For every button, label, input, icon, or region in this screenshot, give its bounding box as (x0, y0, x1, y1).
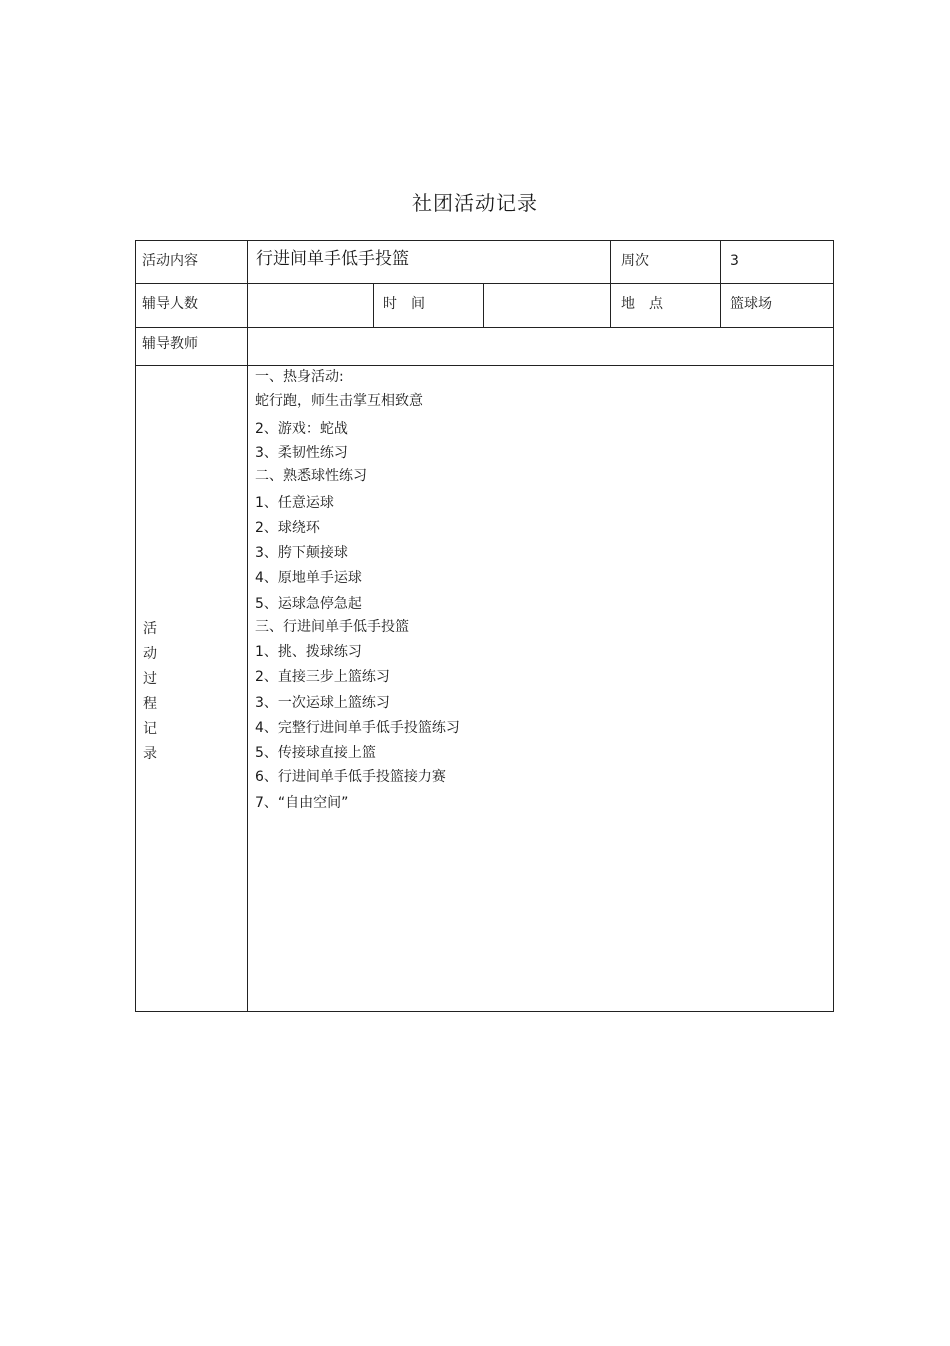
process-step: 4、原地单手运球 (255, 570, 362, 586)
row-divider (135, 283, 834, 284)
process-step: 7、“自由空间” (255, 795, 349, 811)
process-step: 1、挑、拨球练习 (255, 644, 362, 660)
process-record-label-char: 录 (143, 746, 157, 762)
place-label: 地 点 (621, 296, 663, 312)
activity-record-table (135, 240, 834, 1012)
column-divider (373, 283, 374, 327)
process-record-label-char: 过 (143, 671, 157, 687)
label-column-divider (247, 240, 248, 1012)
row-divider (135, 327, 834, 328)
process-step: 3、一次运球上篮练习 (255, 695, 390, 711)
week-value: 3 (730, 253, 739, 269)
process-step: 6、行进间单手低手投篮接力赛 (255, 769, 446, 785)
process-heading: 二、熟悉球性练习 (255, 468, 367, 484)
process-step: 3、柔韧性练习 (255, 445, 348, 461)
process-record-label-char: 记 (143, 721, 157, 737)
table-border-right (833, 240, 834, 1012)
process-heading: 三、行进间单手低手投篮 (255, 619, 409, 635)
activity-content-value: 行进间单手低手投篮 (256, 249, 409, 269)
table-border-left (135, 240, 136, 1012)
time-label: 时 间 (383, 296, 425, 312)
process-step: 2、游戏：蛇战 (255, 421, 348, 437)
process-step: 2、球绕环 (255, 520, 320, 536)
process-record-label-char: 动 (143, 646, 157, 662)
activity-content-label: 活动内容 (142, 253, 198, 269)
place-value: 篮球场 (730, 296, 772, 312)
process-step: 3、胯下颠接球 (255, 545, 348, 561)
column-divider (720, 240, 721, 327)
process-step: 5、运球急停急起 (255, 596, 362, 612)
table-border-bottom (135, 1011, 834, 1012)
process-record-label (143, 617, 157, 767)
process-step: 蛇行跑，师生击掌互相致意 (255, 393, 423, 409)
week-label: 周次 (621, 253, 649, 269)
process-step: 1、任意运球 (255, 495, 334, 511)
participant-count-label: 辅导人数 (142, 296, 198, 312)
process-record-label-char: 活 (143, 621, 157, 637)
row-divider (135, 365, 834, 366)
process-heading: 一、热身活动: (255, 369, 344, 385)
column-divider (483, 283, 484, 327)
teacher-label: 辅导教师 (142, 336, 198, 352)
process-step: 4、完整行进间单手低手投篮练习 (255, 720, 460, 736)
column-divider (610, 240, 611, 327)
document-title: 社团活动记录 (412, 191, 538, 215)
process-record-label-char: 程 (143, 696, 157, 712)
process-step: 2、直接三步上篮练习 (255, 669, 390, 685)
table-border-top (135, 240, 834, 241)
process-step: 5、传接球直接上篮 (255, 745, 376, 761)
